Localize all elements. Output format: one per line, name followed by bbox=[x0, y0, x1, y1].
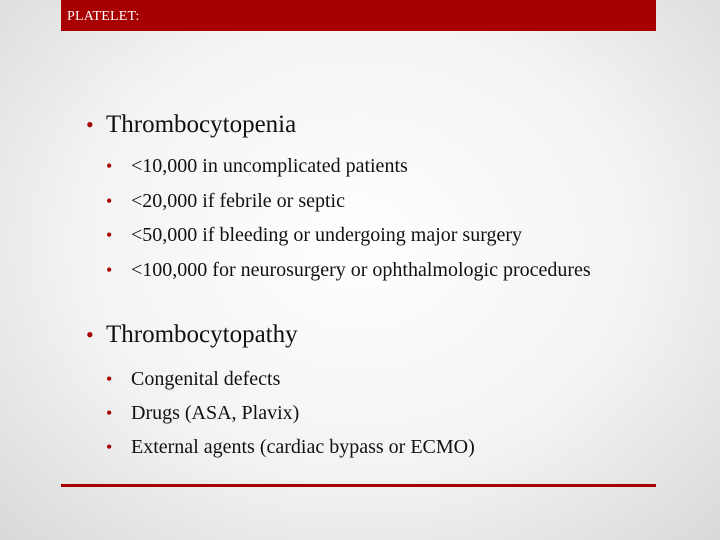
list-item-text: Congenital defects bbox=[131, 368, 281, 390]
section-thrombocytopenia bbox=[86, 110, 591, 293]
list-item-text: <10,000 in uncomplicated patients bbox=[131, 155, 408, 177]
bullet-icon: • bbox=[86, 322, 94, 347]
slide-title: PLATELET: bbox=[67, 9, 140, 24]
heading-text: Thrombocytopenia bbox=[106, 111, 297, 138]
bullet-heading bbox=[86, 110, 591, 140]
bullet-icon: • bbox=[86, 112, 94, 137]
bullet-icon: • bbox=[106, 190, 113, 211]
section-thrombocytopathy bbox=[86, 320, 475, 470]
bottom-divider bbox=[61, 484, 656, 487]
list-item bbox=[106, 402, 475, 425]
bullet-icon: • bbox=[106, 437, 113, 457]
list-item bbox=[106, 155, 591, 178]
list-item bbox=[106, 436, 475, 459]
heading-text: Thrombocytopathy bbox=[106, 321, 298, 348]
list-item-text: <100,000 for neurosurgery or ophthalmologic procedures bbox=[131, 258, 591, 281]
list-item-text: <50,000 if bleeding or undergoing major surgery bbox=[131, 224, 523, 246]
sub-bullet-list bbox=[106, 155, 591, 282]
bullet-icon: • bbox=[106, 225, 113, 245]
list-item bbox=[106, 368, 475, 391]
bullet-icon: • bbox=[106, 156, 113, 176]
sub-bullet-list bbox=[106, 368, 475, 459]
list-item-text: External agents (cardiac bypass or ECMO) bbox=[131, 436, 475, 458]
bullet-icon: • bbox=[106, 403, 113, 423]
bullet-icon: • bbox=[106, 259, 113, 280]
bullet-icon: • bbox=[106, 369, 113, 389]
list-item-text: Drugs (ASA, Plavix) bbox=[131, 402, 300, 424]
list-item bbox=[106, 190, 591, 213]
bullet-heading bbox=[86, 320, 475, 350]
list-item bbox=[106, 224, 591, 247]
title-bar bbox=[61, 0, 656, 31]
list-item bbox=[106, 259, 591, 282]
list-item-text: <20,000 if febrile or septic bbox=[131, 189, 345, 212]
